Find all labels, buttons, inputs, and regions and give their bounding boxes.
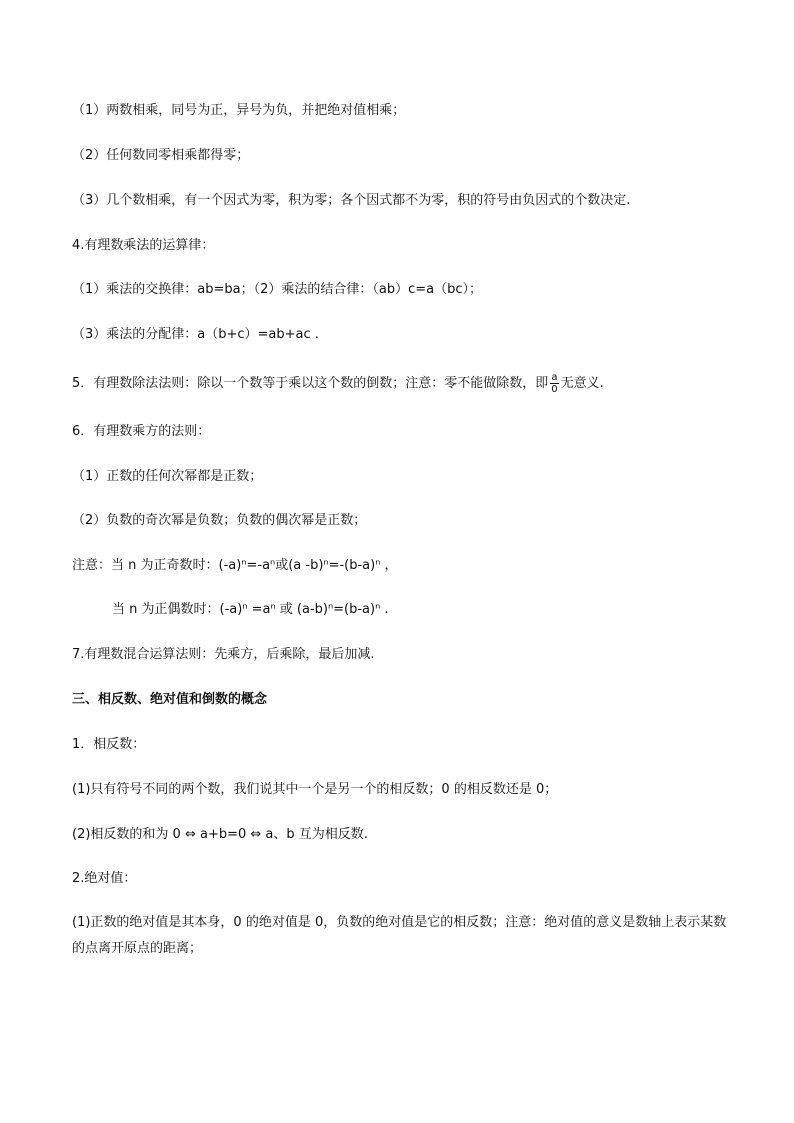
multiplication-rule-2: （2）任何数同零相乘都得零； xyxy=(72,148,250,163)
absolute-value-rule-1: (1)正数的绝对值是其本身，0 的绝对值是 0，负数的绝对值是它的相反数；注意：绝对值的意义是数轴上表示某数的点离开原点的距离； xyxy=(72,915,727,956)
multiplication-rule-3: （3）几个数相乘，有一个因式为零，积为零；各个因式都不为零，积的符号由负因式的个数决定. xyxy=(72,193,631,208)
power-rule-1: （1）正数的任何次幂都是正数； xyxy=(72,469,263,484)
power-note-even: 当 n 为正偶数时：(-a)ⁿ =aⁿ 或 (a-b)ⁿ=(b-a)ⁿ . xyxy=(112,602,389,617)
power-note-odd: 注意：当 n 为正奇数时：(-a)ⁿ=-aⁿ或(a -b)ⁿ=-(b-a)ⁿ ， xyxy=(72,558,398,573)
distributive-law: （3）乘法的分配律：a（b+c）=ab+ac . xyxy=(72,327,319,342)
opposite-numbers-rule-2: (2)相反数的和为 0 ⇔ a+b=0 ⇔ a、b 互为相反数. xyxy=(72,827,368,842)
mixed-operation-rule: 7.有理数混合运算法则：先乘方，后乘除，最后加减. xyxy=(72,647,375,662)
power-rule-2: （2）负数的奇次幂是负数；负数的偶次幂是正数； xyxy=(72,513,367,528)
multiplication-rule-1: （1）两数相乘，同号为正，异号为负，并把绝对值相乘； xyxy=(72,103,406,118)
commutative-associative-law: （1）乘法的交换律：ab=ba；（2）乘法的结合律：（ab）c=a（bc）； xyxy=(72,282,482,297)
division-rule-text: 5．有理数除法法则：除以一个数等于乘以这个数的倒数；注意：零不能做除数，即 xyxy=(72,376,549,391)
subsection-absolute-value: 2.绝对值： xyxy=(72,871,137,886)
section-multiplication-laws: 4.有理数乘法的运算律： xyxy=(72,238,215,253)
division-rule-tail: 无意义. xyxy=(560,376,604,391)
subsection-opposite-numbers: 1．相反数： xyxy=(72,737,146,752)
fraction-a-over-0 xyxy=(550,372,558,395)
fraction-denominator: 0 xyxy=(551,384,558,395)
section-power-rules: 6．有理数乘方的法则： xyxy=(72,424,211,439)
opposite-numbers-rule-1: (1)只有符号不同的两个数，我们说其中一个是另一个的相反数；0 的相反数还是 0； xyxy=(72,782,558,797)
division-rule xyxy=(72,372,604,395)
section-heading-3: 三、相反数、绝对值和倒数的概念 xyxy=(72,692,268,707)
fraction-numerator: a xyxy=(551,372,558,383)
